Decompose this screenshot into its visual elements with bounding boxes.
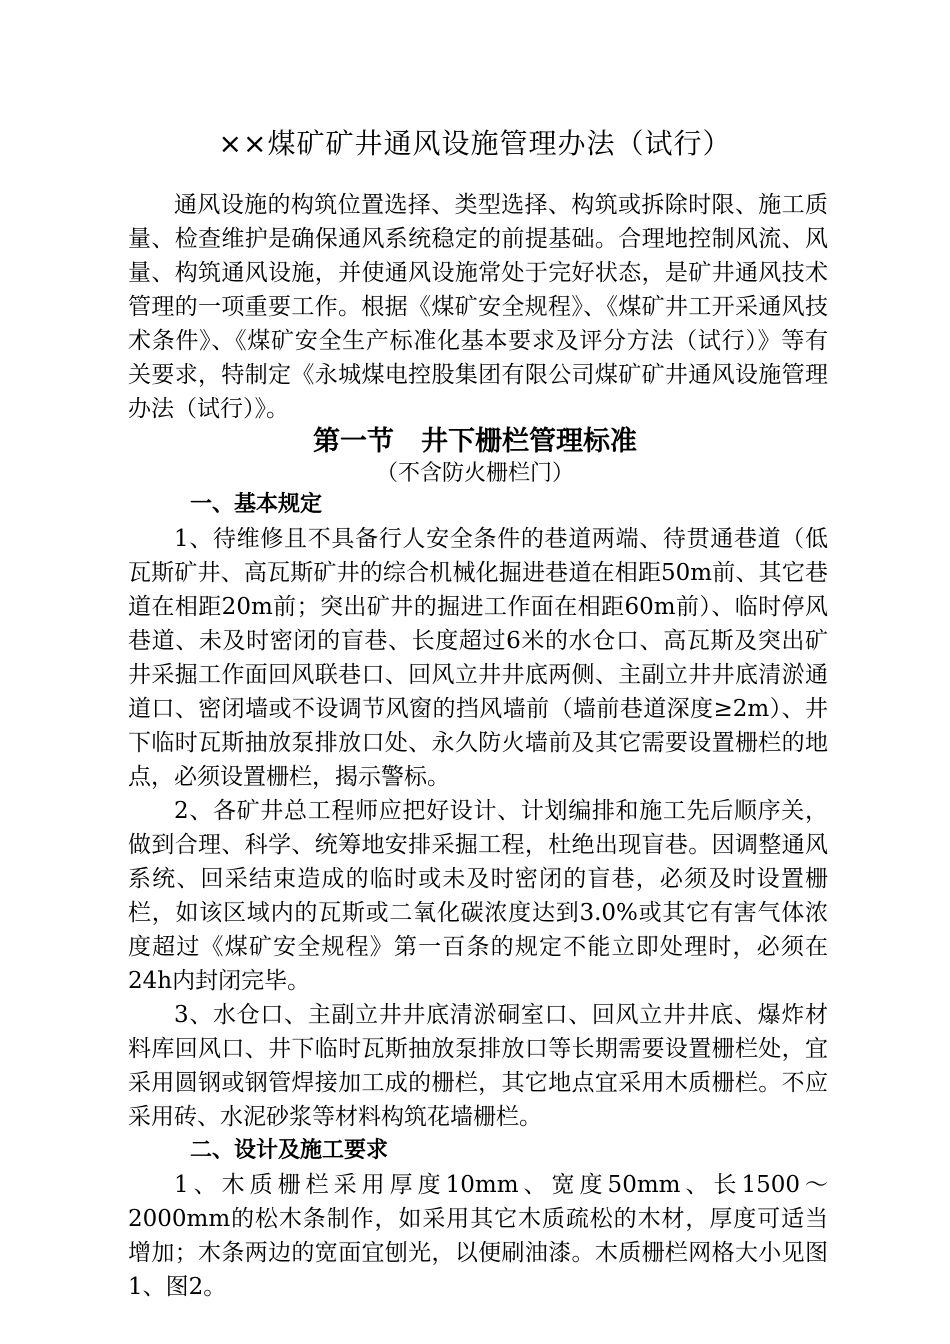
intro-paragraph: 通风设施的构筑位置选择、类型选择、构筑或拆除时限、施工质量、检查维护是确保通风系统稳定的前提基础。合理地控制风流、风量、构筑通风设施，并使通风设施常处于完好状态，是矿井通风技术管理的一项重要工作。根据《煤矿安全规程》、《煤矿井工开采通风技术条件》、《煤矿安全生产标准化基本要求及评分方法（试行）》等有关要求，特制定《永城煤电控股集团有限公司煤矿矿井通风设施管理办法（试行）》。 bbox=[128, 192, 828, 422]
subsection-heading-design: 二、设计及施工要求 bbox=[190, 1138, 389, 1163]
document-title: ××煤矿矿井通风设施管理办法（试行） bbox=[218, 127, 732, 160]
paragraph-rule-3: 3、水仓口、主副立井井底清淤硐室口、回风立井井底、爆炸材料库回风口、井下临时瓦斯抽放泵排放口等长期需要设置栅栏处，宜采用圆钢或钢管焊接加工成的栅栏，其它地点宜采用木质栅栏。不应采用砖、水泥砂浆等材料构筑花墙栅栏。 bbox=[128, 1002, 828, 1130]
paragraph-design-1: 1、木质栅栏采用厚度10mm、宽度50mm、长1500～2000mm的松木条制作，如采用其它木质疏松的木材，厚度可适当增加；木条两边的宽面宜刨光，以便刷油漆。木质栅栏网格大小见图1、图2。 bbox=[128, 1172, 828, 1300]
section-title: 第一节 井下栅栏管理标准 bbox=[313, 426, 637, 457]
section-subtitle: （不含防火栅栏门） bbox=[375, 461, 574, 486]
paragraph-rule-1: 1、待维修且不具备行人安全条件的巷道两端、待贯通巷道（低瓦斯矿井、高瓦斯矿井的综合机械化掘进巷道在相距50m前、其它巷道在相距20m前；突出矿井的掘进工作面在相距60m前）、临时停风巷道、未及时密闭的盲巷、长度超过6米的水仓口、高瓦斯及突出矿井采掘工作面回风联巷口、回风立井井底两侧、主副立井井底清淤通道口、密闭墙或不设调节风窗的挡风墙前（墙前巷道深度≥2m）、井下临时瓦斯抽放泵排放口处、永久防火墙前及其它需要设置栅栏的地点，必须设置栅栏，揭示警标。 bbox=[128, 526, 828, 790]
subsection-heading-basic-rules: 一、基本规定 bbox=[190, 492, 323, 517]
section-body bbox=[128, 488, 828, 1304]
paragraph-rule-2: 2、各矿井总工程师应把好设计、计划编排和施工先后顺序关，做到合理、科学、统筹地安排采掘工程，杜绝出现盲巷。因调整通风系统、回采结束造成的临时或未及时密闭的盲巷，必须及时设置栅栏，如该区域内的瓦斯或二氧化碳浓度达到3.0%或其它有害气体浓度超过《煤矿安全规程》第一百条的规定不能立即处理时，必须在24h内封闭完毕。 bbox=[128, 798, 828, 994]
intro-block bbox=[128, 188, 828, 426]
